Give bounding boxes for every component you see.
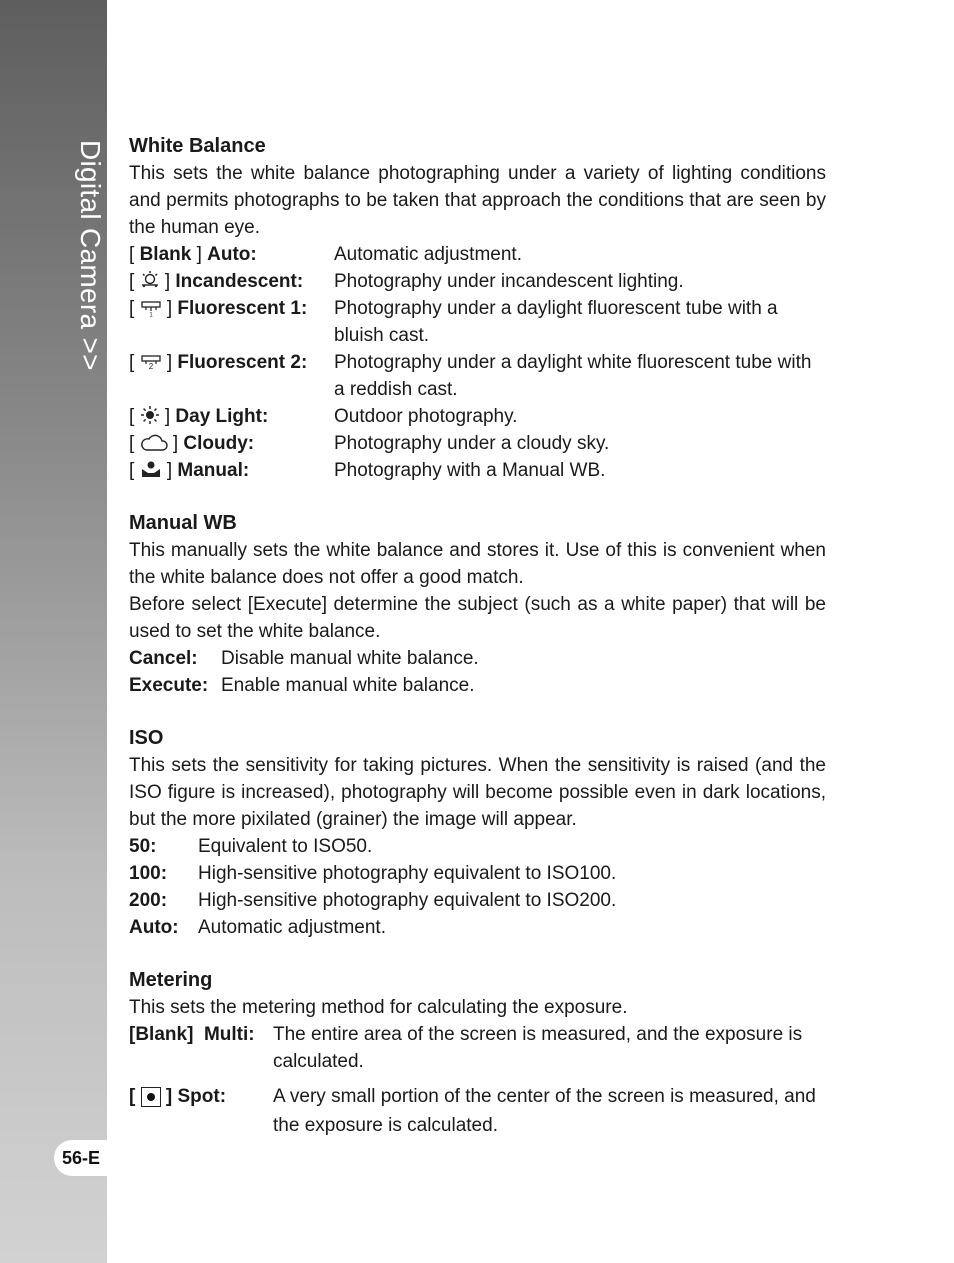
incandescent-icon <box>140 270 160 290</box>
list-item <box>129 833 826 860</box>
item-label: Cancel: <box>129 648 198 669</box>
section-intro: This sets the white balance photographing under a variety of lighting conditions and permits photographs to be taken that approach the conditions that are seen by the human eye. <box>129 163 826 238</box>
item-desc: Equivalent to ISO50. <box>198 836 373 857</box>
item-prefix: [Blank] <box>129 1024 194 1045</box>
section-title: ISO <box>129 727 164 749</box>
item-label: 200: <box>129 890 168 911</box>
svg-text:2: 2 <box>148 362 153 371</box>
item-desc: Outdoor photography. <box>334 406 518 427</box>
item-desc: Photography under a daylight fluorescent tube with a bluish cast. <box>334 298 778 346</box>
item-desc: Disable manual white balance. <box>221 648 479 669</box>
item-label: ] Spot: <box>165 1086 227 1107</box>
item-desc: Automatic adjustment. <box>198 917 386 938</box>
list-item <box>129 1021 826 1075</box>
list-item: [ 1 ] Fluorescent 1: Photography under a daylight fluorescent tube with a bluish cast. <box>129 295 826 349</box>
item-desc: The entire area of the screen is measured, and the exposure is calculated. <box>273 1024 803 1072</box>
sidebar <box>0 0 107 1263</box>
item-desc: High-sensitive photography equivalent to ISO200. <box>198 890 617 911</box>
item-desc: Enable manual white balance. <box>221 675 475 696</box>
section-paragraph: Before select [Execute] determine the subject (such as a white paper) that will be used to set the white balance. <box>129 594 826 642</box>
item-desc: Automatic adjustment. <box>334 244 522 265</box>
section-title: White Balance <box>129 135 266 157</box>
item-label: Auto: <box>207 244 257 265</box>
item-desc: Photography under incandescent lighting. <box>334 271 684 292</box>
item-label: Incandescent: <box>175 271 304 292</box>
item-label: 50: <box>129 836 157 857</box>
section-paragraph: This manually sets the white balance and stores it. Use of this is convenient when the white balance does not offer a good match. <box>129 540 826 588</box>
page-content <box>129 132 826 1165</box>
item-desc: High-sensitive photography equivalent to ISO100. <box>198 863 617 884</box>
item-desc: Photography under a daylight white fluorescent tube with a reddish cast. <box>334 352 812 400</box>
section-title: Metering <box>129 969 213 991</box>
fluorescent-2-icon <box>140 353 162 371</box>
list-item: [ ] Manual: Photography with a Manual WB. <box>129 457 826 484</box>
section-intro: This sets the sensitivity for taking pictures. When the sensitivity is raised (and the ISO figure is increased), photography will become possible even in dark locations, but the more pixilated (grainer) the image will appear. <box>129 755 826 830</box>
list-item <box>129 672 826 699</box>
item-desc: Photography with a Manual WB. <box>334 460 606 481</box>
cloud-icon <box>140 434 168 452</box>
iso-section <box>129 724 826 941</box>
list-item: [ ] Day Light: Outdoor photography. <box>129 403 826 430</box>
list-item: [ 2 ] Fluorescent 2: Photography under a daylight white fluorescent tube with a reddish cast. <box>129 349 826 403</box>
blank-label: Blank <box>139 244 192 265</box>
item-label: Day Light: <box>175 406 269 427</box>
item-label: Manual: <box>177 460 250 481</box>
list-item <box>129 645 826 672</box>
manual-wb-section <box>129 509 826 699</box>
list-item <box>129 887 826 914</box>
item-label: Execute: <box>129 675 209 696</box>
list-item <box>129 860 826 887</box>
item-desc: Photography under a cloudy sky. <box>334 433 610 454</box>
item-label: Fluorescent 2: <box>177 352 308 373</box>
item-desc: A very small portion of the center of the screen is measured, and the exposure is calculated. <box>273 1086 816 1136</box>
white-balance-section <box>129 132 826 484</box>
page-number: 56-E <box>54 1140 108 1176</box>
list-item: [ Blank ] Auto: Automatic adjustment. <box>129 241 826 268</box>
metering-section <box>129 966 826 1140</box>
spot-metering-icon <box>141 1087 161 1107</box>
item-label: Cloudy: <box>183 433 255 454</box>
sidebar-title: Digital Camera >> <box>75 140 106 371</box>
list-item <box>129 914 826 941</box>
item-label: 100: <box>129 863 168 884</box>
manual-wb-icon <box>140 459 162 479</box>
sun-icon <box>140 405 160 425</box>
list-item: [ ] Spot: A very small portion of the center of the screen is measured, and the exposure is calculated. <box>129 1082 826 1140</box>
item-label: Fluorescent 1: <box>177 298 308 319</box>
item-label: Auto: <box>129 917 179 938</box>
list-item: [ ] Cloudy: Photography under a cloudy sky. <box>129 430 826 457</box>
item-label: Multi: <box>203 1024 255 1045</box>
section-intro: This sets the metering method for calculating the exposure. <box>129 997 628 1018</box>
list-item: [ ] Incandescent: Photography under incandescent lighting. <box>129 268 826 295</box>
fluorescent-1-icon <box>140 299 162 317</box>
section-title: Manual WB <box>129 512 237 534</box>
svg-text:1: 1 <box>148 312 153 317</box>
